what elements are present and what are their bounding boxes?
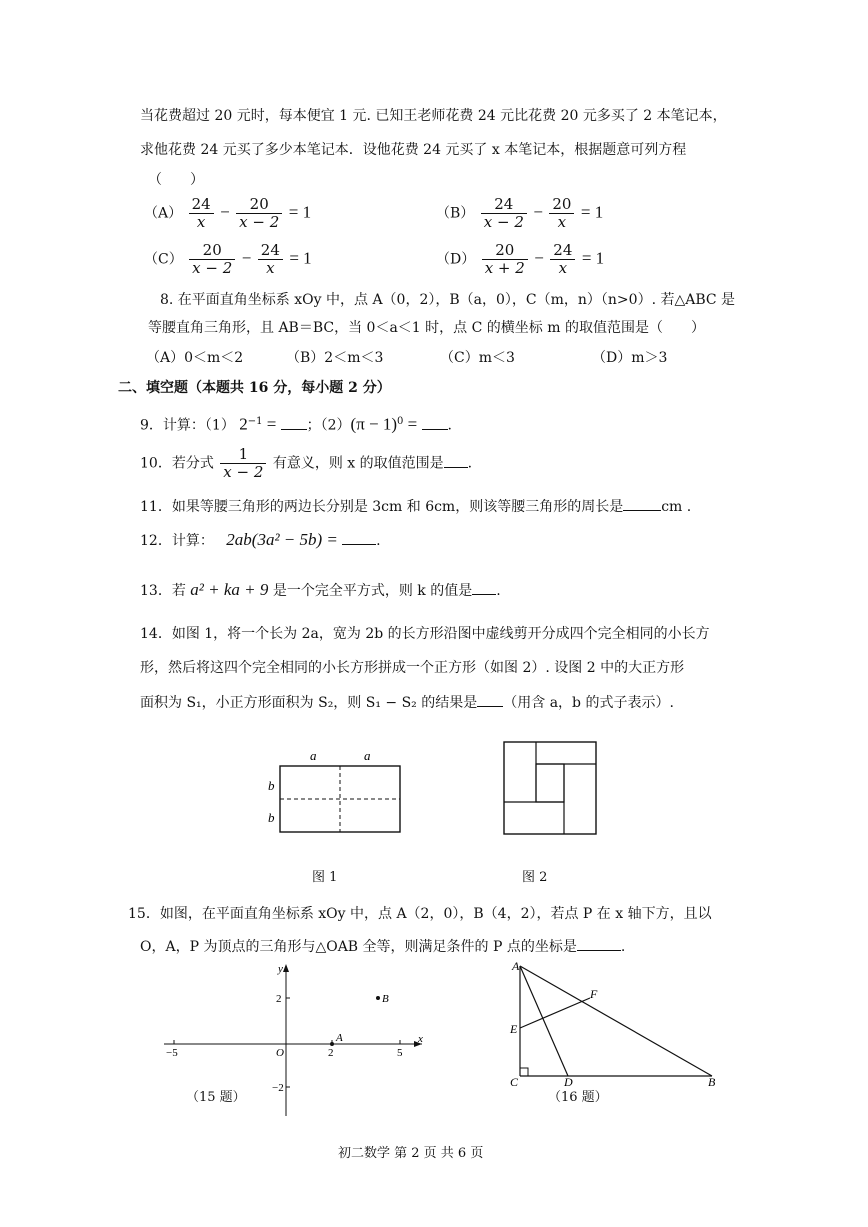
label-b: B	[708, 1075, 716, 1089]
q7-option-a	[144, 196, 311, 231]
fig1-caption: 图 1	[312, 870, 338, 885]
rhs: = 1	[580, 202, 604, 222]
answer-blank[interactable]	[623, 496, 661, 511]
fraction-numerator: 20	[482, 242, 528, 260]
q15-line2-text: O，A，P 为顶点的三角形与△OAB 全等，则满足条件的 P 点的坐标是	[140, 939, 577, 955]
q13	[140, 580, 501, 601]
fraction-denominator: x	[557, 213, 567, 231]
figure-2	[500, 738, 600, 836]
q9-eq2: =	[403, 414, 422, 434]
operator: −	[220, 202, 230, 222]
segment-ef	[520, 998, 590, 1028]
q8-option-d: （D）m＞3	[592, 350, 668, 366]
q15-line1: 15．如图，在平面直角坐标系 xOy 中，点 A（2，0），B（4，2），若点 P 在 x 轴下方，且以	[128, 906, 712, 922]
answer-blank[interactable]	[477, 692, 503, 707]
fraction-denominator: x	[196, 213, 206, 231]
q9-eq1: =	[262, 414, 281, 434]
q14-line1: 14．如图 1，将一个长为 2a，宽为 2b 的长方形沿图中虚线剪开分成四个完全相同的小长方	[140, 626, 710, 642]
q16-triangle-figure	[506, 956, 730, 1090]
segment-ad	[520, 966, 568, 1076]
label-e: E	[510, 1022, 518, 1036]
q12-prefix: 12．计算：	[140, 533, 214, 549]
point-a-label: A	[336, 1032, 343, 1044]
operator: −	[241, 248, 252, 268]
y-axis-label: y	[278, 963, 283, 975]
q15-caption: （15 题）	[186, 1090, 246, 1105]
fraction-numerator: 24	[189, 196, 214, 214]
answer-blank[interactable]	[342, 530, 376, 545]
q11	[140, 496, 691, 517]
fraction-numerator: 1	[220, 446, 266, 464]
q7-paren: （ ）	[148, 172, 204, 188]
q14-line2: 形，然后将这四个完全相同的小长方形拼成一个正方形（如图 2）. 设图 2 中的大正方形	[140, 660, 685, 676]
tick-5: 5	[397, 1047, 403, 1059]
fraction-denominator: x	[266, 259, 275, 277]
rhs: = 1	[289, 248, 312, 268]
fraction-numerator: 24	[550, 242, 575, 260]
q9-expr1: 2	[239, 414, 248, 434]
fraction-numerator: 20	[189, 242, 235, 260]
q11-end: cm .	[661, 499, 692, 515]
label-c: C	[510, 1075, 519, 1089]
q12-expr: 2ab(3a² − 5b) =	[226, 530, 343, 549]
option-label: （B）	[436, 205, 475, 222]
q9-exp1: −1	[247, 416, 263, 427]
q10-end: .	[467, 455, 473, 472]
q16-caption: （16 题）	[548, 1090, 608, 1105]
answer-blank[interactable]	[281, 415, 307, 430]
q9-mid: ；（2）	[306, 417, 351, 434]
q9	[140, 412, 452, 436]
q9-end: .	[447, 417, 452, 434]
fig2-outer-square	[504, 742, 596, 834]
point-a	[330, 1042, 334, 1046]
rhs: = 1	[288, 202, 312, 222]
q7-option-b	[436, 196, 603, 231]
q10-prefix: 10．若分式	[140, 455, 214, 472]
point-b	[376, 996, 380, 1000]
q10	[140, 446, 472, 481]
origin-label: O	[276, 1047, 284, 1059]
q8-option-b: （B）2＜m＜3	[286, 350, 384, 366]
operator: −	[534, 248, 544, 268]
label-d: D	[564, 1075, 573, 1089]
option-label: （A）	[144, 205, 183, 222]
tick-neg2y: −2	[272, 1082, 284, 1094]
answer-blank[interactable]	[444, 453, 468, 468]
q13-end: .	[496, 583, 501, 599]
fig1-label-b1: b	[268, 778, 275, 793]
tick-neg5: −5	[166, 1047, 178, 1059]
q12	[140, 530, 381, 551]
option-label: （D）	[436, 251, 476, 268]
figure-1	[260, 744, 410, 840]
q9-exp2: 0	[397, 416, 404, 427]
side-ab	[520, 966, 712, 1076]
answer-blank[interactable]	[422, 415, 448, 430]
operator: −	[533, 202, 543, 222]
q11-text: 11．如果等腰三角形的两边长分别是 3cm 和 6cm，则该等腰三角形的周长是	[140, 499, 624, 515]
fraction-numerator: 20	[236, 196, 282, 214]
rhs: = 1	[581, 248, 605, 268]
option-label: （C）	[144, 251, 183, 268]
page-footer: 初二数学 第 2 页 共 6 页	[338, 1146, 484, 1161]
q10-suffix: 有意义，则 x 的取值范围是	[272, 455, 444, 472]
point-b-label: B	[382, 993, 389, 1005]
answer-blank[interactable]	[577, 936, 621, 951]
q14-line3a: 面积为 S₁，小正方形面积为 S₂，则 S₁ − S₂ 的结果是	[140, 695, 478, 711]
fraction-numerator: 20	[549, 196, 574, 214]
fraction-denominator: x − 2	[483, 213, 524, 231]
answer-blank[interactable]	[472, 580, 496, 595]
fig1-label-a2: a	[364, 748, 371, 763]
right-angle-mark	[520, 1068, 528, 1076]
q7-option-d	[436, 242, 604, 277]
q13-prefix: 13．若	[140, 583, 186, 599]
y-axis-arrow	[283, 964, 289, 972]
q9-expr2: (π − 1)	[350, 414, 398, 434]
q15-end: .	[620, 939, 626, 955]
q7-option-c	[144, 242, 312, 277]
q8-line1: 8. 在平面直角坐标系 xOy 中，点 A（0，2），B（a，0），C（m，n）（n>0）. 若△ABC 是	[160, 292, 736, 308]
fraction-numerator: 24	[481, 196, 527, 214]
fraction-denominator: x − 2	[239, 213, 280, 231]
fig1-label-b2: b	[268, 810, 275, 825]
fraction-denominator: x − 2	[223, 463, 264, 481]
q9-prefix: 9．计算：（1）	[140, 417, 235, 434]
tick-2y: 2	[276, 993, 282, 1005]
section-title: 二、填空题（本题共 16 分，每小题 2 分）	[118, 380, 391, 396]
fraction-denominator: x + 2	[484, 259, 525, 277]
fraction-denominator: x − 2	[192, 259, 233, 277]
q12-end: .	[376, 533, 381, 549]
x-axis-label: x	[418, 1033, 423, 1045]
q15-line2	[140, 936, 625, 957]
q8-line2: 等腰直角三角形，且 AB＝BC，当 0＜a＜1 时，点 C 的横坐标 m 的取值范围是（ ）	[148, 320, 705, 336]
q8-option-c: （C）m＜3	[440, 350, 515, 366]
label-a: A	[512, 959, 520, 973]
q14-line3	[140, 692, 674, 713]
fig1-label-a1: a	[310, 748, 317, 763]
q7-line1: 当花费超过 20 元时，每本便宜 1 元. 已知王老师花费 24 元比花费 20 元多买了 2 本笔记本，	[140, 108, 727, 124]
tick-2x: 2	[328, 1047, 334, 1059]
q13-expr: a² + ka + 9	[190, 580, 269, 599]
q7-line2: 求他花费 24 元买了多少本笔记本．设他花费 24 元买了 x 本笔记本，根据题意可列方程	[140, 142, 687, 158]
fraction-denominator: x	[558, 259, 568, 277]
q14-line3b: （用含 a，b 的式子表示）.	[503, 695, 674, 711]
q13-suffix: 是一个完全平方式，则 k 的值是	[272, 583, 473, 599]
label-f: F	[590, 987, 598, 1001]
fig2-inner-square	[536, 764, 564, 802]
fraction-numerator: 24	[258, 242, 283, 260]
fig2-caption: 图 2	[522, 870, 548, 885]
q8-option-a: （A）0＜m＜2	[146, 350, 244, 366]
